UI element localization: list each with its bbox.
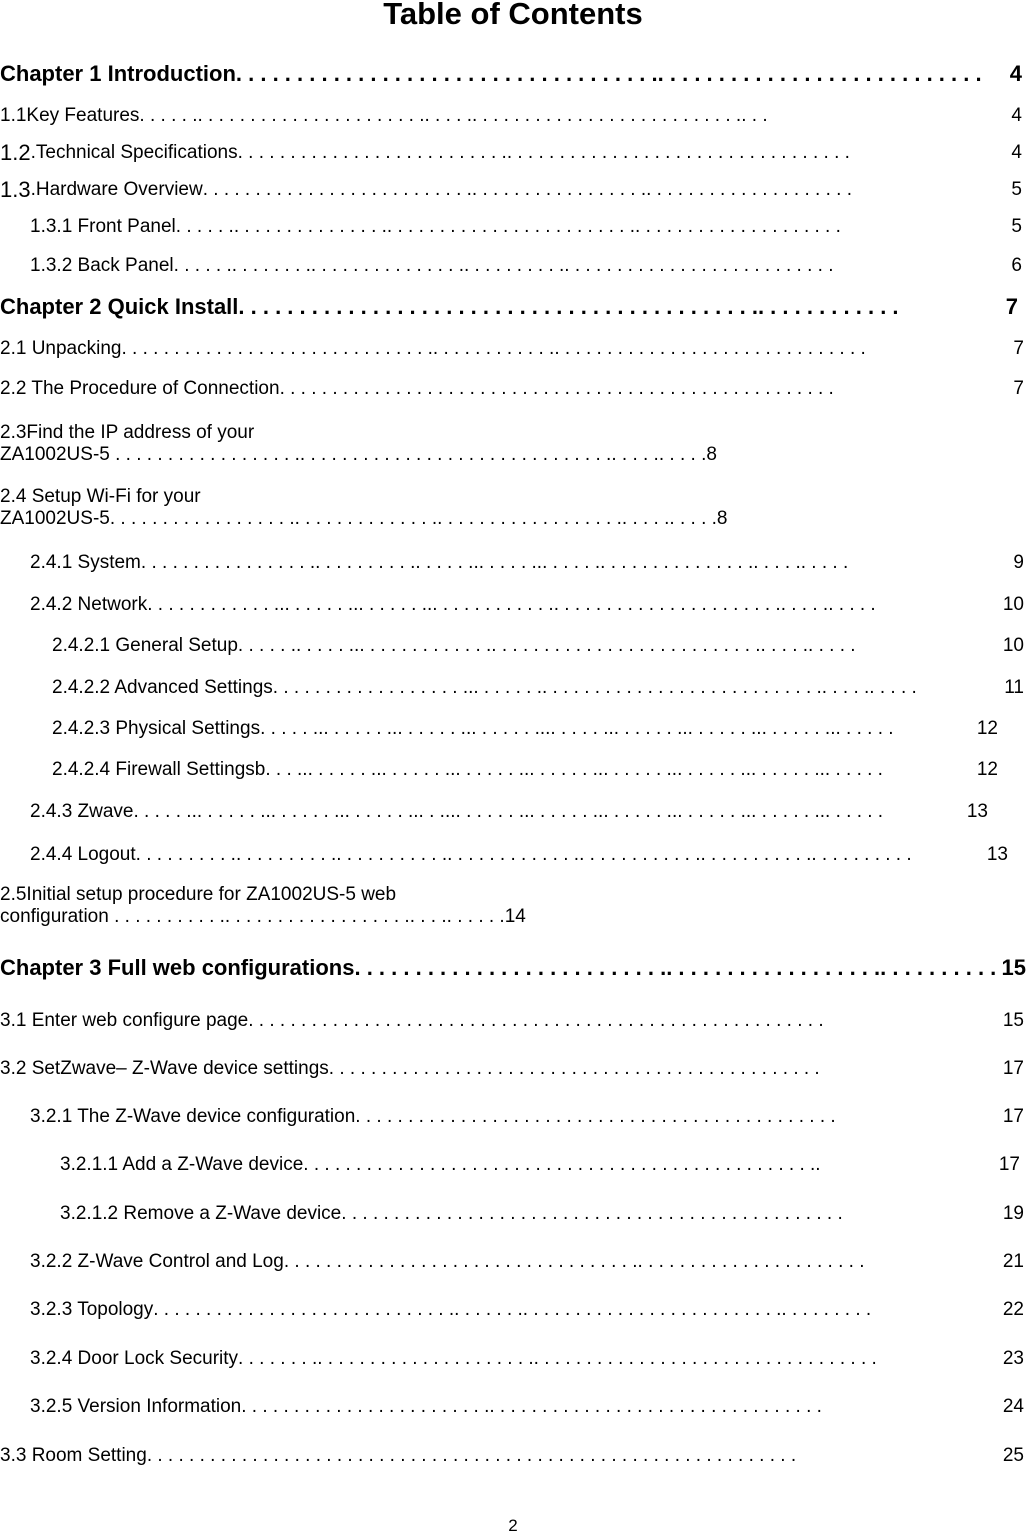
toc-entry-2-4[interactable] [0, 486, 1026, 530]
toc-entry-1-3-1[interactable] [30, 214, 1026, 240]
toc-page-number: 4 [1009, 61, 1022, 86]
toc-entry-3-3[interactable] [0, 1443, 1026, 1469]
toc-entry-label: Chapter 3 Full web configurations [0, 955, 355, 980]
toc-leader-dots: . . . . . . . . . . . . . . . . . . . . . . . . . . . . . .. . . . . . . . . . . .. . . . . . . . . . . . . . . . . . . . . . . . . . . . . . [121, 338, 866, 359]
toc-page-number: 7 [1012, 376, 1024, 402]
toc-leader-dots: . . . . . . . . . . . . . . . . . . . . . . . . . . . . . . . . . . . . . . . . . . . . . . . . . . . . . . . [248, 1010, 824, 1031]
toc-entry-label: Chapter 2 Quick Install [0, 294, 239, 319]
toc-entry-3-2-2[interactable] [30, 1249, 1026, 1275]
toc-entry-2-4-4[interactable] [30, 842, 1026, 868]
toc-entry-2-4-2-1[interactable] [52, 633, 1026, 659]
toc-entry-label: Chapter 1 Introduction [0, 61, 236, 86]
toc-entry-2-1[interactable] [0, 336, 1026, 362]
toc-chapter-3[interactable] [0, 955, 1026, 981]
toc-entry-2-4-3[interactable] [30, 799, 1026, 825]
toc-entry-label: .Technical Specifications [30, 142, 238, 163]
toc-entry-2-4-2-2[interactable] [52, 675, 1026, 701]
toc-entry-label: 3.3 Room Setting [0, 1445, 147, 1466]
page-number-footer: 2 [508, 1516, 518, 1535]
toc-page-number: 10 [1002, 633, 1024, 659]
toc-entry-label: 2.4.3 Zwave [30, 801, 134, 822]
toc-entry-2-4-2-3[interactable] [52, 716, 1026, 742]
toc-entry-1-3[interactable] [0, 177, 1026, 203]
toc-leader-dots: . . . . . . . . . . . . . . . . . . . . . . . . . . . . . . . . . . . . . . . . . . . . . . . [328, 1058, 820, 1079]
toc-entry-label: 2.4.2.3 Physical Settings [52, 718, 261, 739]
toc-entry-2-4-2[interactable] [30, 592, 1026, 618]
toc-entry-label: 2.4.1 System [30, 552, 141, 573]
toc-entry-label: 3.2.5 Version Information [30, 1396, 242, 1417]
toc-leader-dots: . . . . . . . . . . . . . . . . . . . . . . . . . .. . . . . . . . . . . . . . . . .. . . . . . . . . . . . . . . . . . . . [202, 179, 852, 200]
toc-entry-3-2-4[interactable] [30, 1346, 1026, 1372]
toc-entry-label: 2.4 Setup Wi-Fi for your [0, 486, 201, 507]
toc-leader-dots: . . . . . . . . . . . . . . . . . . . . . . . . . . . . .. . . . . . .. . . . . . . . . . . . . . . . . . . . . . . . .. . . . . . . . . [153, 1299, 872, 1320]
toc-entry-label: 3.2.2 Z-Wave Control and Log [30, 1251, 284, 1272]
toc-page-number: 8 [706, 444, 717, 465]
toc-leader-dots: . . . . . . . . . . . . ... . . . . . ... . . . . . ... . . . . . . . . . . .. . . . . . . . . . . . . . . . . . . . . .. . . . .. . . . . [147, 594, 876, 615]
toc-page-number: 11 [1003, 675, 1024, 701]
toc-page-number: 8 [716, 508, 728, 529]
toc-page-number: 15 [1002, 1008, 1024, 1034]
toc-page-number: 4 [1010, 103, 1022, 129]
toc-entry-3-2-1-2[interactable] [60, 1201, 1026, 1227]
toc-page-number: 21 [1002, 1249, 1024, 1275]
toc-entry-1-3-2[interactable] [30, 253, 1026, 279]
toc-page-number: 5 [1010, 214, 1022, 240]
toc-entry-2-3[interactable] [0, 422, 1026, 466]
toc-page-number: 14 [504, 906, 526, 927]
toc-entry-label: 2.5Initial setup procedure for ZA1002US-5 web [0, 884, 397, 905]
toc-entry-label: 3.2.3 Topology [30, 1299, 154, 1320]
toc-entry-1-2[interactable] [0, 140, 1026, 166]
toc-leader-dots: . . . . . . . . . . .. . . . . . . . . . . . . . . . . .. . . .. . . . . . [108, 906, 505, 927]
toc-leader-dots: . . . . . . . . . . . . . . . . . . . . . . . . . . . . . . . . . . . . . . . . . . . . . . [355, 1106, 836, 1127]
toc-page-number: 24 [1002, 1394, 1024, 1420]
toc-leader-dots: . . . . . . . . . . . . . . . . . . . . . . . . . .. . . . . . . . . . . . . . . . . . . . . . . . . . . . . . . . . [237, 142, 850, 163]
toc-entry-label: 2.1 Unpacking [0, 338, 122, 359]
toc-entry-3-2-1[interactable] [30, 1104, 1026, 1130]
toc-entry-label: 1.3.2 Back Panel [30, 255, 174, 276]
toc-leader-dots: . . . . . . . . . . . . . . . . . .. . . . . . . . . . . . . .. . . . . . . . . . . . . . . . . .. . . . .. . . . . [109, 508, 717, 529]
toc-page-number: 9 [1012, 550, 1024, 576]
toc-page-number: 4 [1010, 140, 1022, 166]
toc-page-number: 5 [1010, 177, 1022, 203]
toc-entry-2-4-2-4[interactable] [52, 757, 1026, 783]
toc-entry-2-5[interactable] [0, 884, 1026, 928]
toc-entry-label: 1.1Key Features [0, 105, 140, 126]
toc-leader-dots: . . . . . . . . . . . . . . . . . . . . . . . . . . . . . . . . . . . . . . . . . . . . . . . . [341, 1203, 843, 1224]
toc-leader-dots: . . . . . .. . . . . . . . . . . . . . . . . . . . . .. . . . .. . . . . . . . . . . . . . . . . . . . . . . . . .. . . [139, 105, 768, 126]
toc-leader-dots: . . . . . . . . . . . . . . . . . . . . . . . . . . . . . . . . . . .. . . . . . . . . . . . . . . . . . . . . . . . . . . [235, 61, 982, 86]
toc-entry-label: 2.4.2.4 Firewall Settingsb [52, 759, 266, 780]
toc-entry-3-2-5[interactable] [30, 1394, 1026, 1420]
toc-page-number: 17 [1002, 1104, 1024, 1130]
toc-entry-label: 3.2.1.1 Add a Z-Wave device [60, 1154, 304, 1175]
toc-leader-dots: . . . . . . . . . . . . . . . . . . . . . . . .. . . . . . . . . . . . . . . . . . . . . . . . . . . . . . . . [241, 1396, 822, 1417]
toc-page-number: 13 [966, 799, 988, 825]
toc-leader-dots: . . . . . .. . . . . ... . . . . . . . . . . . .. . . . . . . . . . . . . . . . . . . . . . . . . .. . . . .. . . . . [237, 635, 856, 656]
toc-page-number: 15 [1001, 955, 1026, 980]
toc-page-number: 17 [998, 1152, 1020, 1178]
toc-entry-label: 3.2 SetZwave– Z-Wave device settings [0, 1058, 329, 1079]
toc-leader-dots: . . . . . . . . . .. . . . . . . . . .. . . . . . . . . . .. . . . . . . . . . . . .. . . . . . . . . . . .. . . . . . . . . . .. . . . . . . . . . [135, 844, 912, 865]
toc-entry-label: 2.4.2.1 General Setup [52, 635, 238, 656]
toc-entry-3-2[interactable] [0, 1056, 1026, 1082]
toc-page-number: 25 [1002, 1443, 1024, 1469]
toc-entry-label: 3.2.4 Door Lock Security [30, 1348, 239, 1369]
toc-page-number: 7 [1005, 294, 1018, 319]
toc-entry-3-1[interactable] [0, 1008, 1026, 1034]
toc-leader-dots: . . . . . . . . . . . . . . . . . . ... . . . . . .. . . . . . . . . . . . . . . . . . . . . . . . . . .. . . . .. . . . . [272, 677, 917, 698]
toc-leader-dots: . . . . . .. . . . . . . .. . . . . . . . . . . . . . .. . . . . . . . . .. . . . . . . . . . . . . . . . . . . . . . . . . . [173, 255, 834, 276]
toc-entry-2-2[interactable] [0, 376, 1026, 402]
toc-leader-dots: . . . . . . . . . . . . . . . . . . . . . . . . . . . . . . . . . . . . . . . . . . .. . . . . . . . . . . . [238, 294, 899, 319]
toc-chapter-2[interactable] [0, 294, 1026, 320]
toc-leader-dots: . . . . . . . . . . . . . . . . .. . . . . . . . . .. . . . . ... . . . . ... . . . . .. . . . . . . . . . . . . . .. . . . .. . . . . [140, 552, 849, 573]
toc-entry-label-cont: ZA1002US-5 [0, 444, 110, 465]
toc-entry-label: 1.3.1 Front Panel [30, 216, 176, 237]
toc-page-number: 10 [1002, 592, 1024, 618]
toc-leader-dots: . . . . . ... . . . . . ... . . . . . ... . . . . . .... . . . . ... . . . . . ... . . . . . ... . . . . . ... . . . . . [260, 718, 894, 739]
toc-page-number: 17 [1002, 1056, 1024, 1082]
toc-chapter-1[interactable] [0, 61, 1026, 87]
toc-entry-label: 2.3Find the IP address of your [0, 422, 255, 443]
toc-page-number: 19 [1002, 1201, 1024, 1227]
toc-entry-label: 2.4.2.2 Advanced Settings [52, 677, 273, 698]
page-title: Table of Contents [383, 0, 643, 31]
toc-entry-3-2-1-1[interactable] [60, 1152, 1026, 1178]
toc-page-number: 6 [1010, 253, 1022, 279]
toc-page-number: 22 [1002, 1297, 1024, 1323]
toc-page-number: 12 [976, 757, 998, 783]
toc-page-number: 13 [986, 842, 1008, 868]
toc-leader-dots: . . . . . ... . . . . . ... . . . . . ... . . . . . ... . .... . . . . . ... . . . . . ... . . . . . ... . . . . . ... . . . . . ... . . . . . [133, 801, 884, 822]
toc-entry-label: 2.4.4 Logout [30, 844, 136, 865]
toc-entry-2-4-1[interactable] [30, 550, 1026, 576]
toc-entry-1-1[interactable] [0, 103, 1026, 129]
toc-entry-label: 2.4.2 Network [30, 594, 148, 615]
toc-leader-dots: . . . . . . . . . . . . . . . . . . . . . . . . . . . . . . . . . . . . . . . . . . . . . . . . . . . . . . . . . . . . . . [146, 1445, 797, 1466]
toc-leader-dots: . . . . . . . . . . . . . . . . . . . . . . . . . . . . . . . . . . . . . . . . . . . . . . . . . . . . . [279, 378, 834, 399]
toc-leader-dots: . . . . . .. . . . . . . . . . . . . . .. . . . . . . . . . . . . . . . . . . . . . . .. . . . . . . . . . . . . . . . . . . . [175, 216, 841, 237]
toc-leader-dots: . . . . . . . . . . . . . . . . . . . . . . . . . . . . . . . . . . . . . . . . . . . . . . . . .. [303, 1154, 821, 1175]
toc-entry-label: 2.2 The Procedure of Connection [0, 378, 280, 399]
toc-leader-dots: . . . . . . . . . . . . . . . . . . . . . . . . . . . . . . . . . .. . . . . . . . . . . . . . . . . . . . . . [283, 1251, 865, 1272]
toc-entry-label-cont: configuration [0, 906, 109, 927]
toc-leader-dots: . . . . . . . .. . . . . . . . . . . . . . . . . . . . .. . . . . . . . . . . . . . . . . . . . . . . . . . . . . . . . . [238, 1348, 877, 1369]
toc-page-number: 7 [1012, 336, 1024, 362]
toc-entry-number: 1.2 [0, 140, 31, 165]
toc-leader-dots: . . . . . . . . . . . . . . . . . .. . . . . . . . . . . . . . . . . . . . . . . . . . . . . .. . . . .. . . . . [109, 444, 707, 465]
toc-entry-label: 3.2.1.2 Remove a Z-Wave device [60, 1203, 342, 1224]
toc-entry-label: 3.2.1 The Z-Wave device configuration [30, 1106, 356, 1127]
toc-entry-label: .Hardware Overview [30, 179, 203, 200]
toc-page-number: 23 [1002, 1346, 1024, 1372]
toc-entry-label-cont: ZA1002US-5 [0, 508, 110, 529]
toc-page-number: 12 [976, 716, 998, 742]
toc-entry-3-2-3[interactable] [30, 1297, 1026, 1323]
toc-entry-number: 1.3 [0, 177, 31, 202]
toc-leader-dots: . . . ... . . . . . ... . . . . . ... . . . . . ... . . . . . ... . . . . . ... . . . . . ... . . . . . ... . . . . . [265, 759, 883, 780]
toc-entry-label: 3.1 Enter web configure page [0, 1010, 249, 1031]
toc-leader-dots: . . . . . . . . . . . . . . . . . . . . . . . . . .. . . . . . . . . . . . . . . . . .. . . . . . . . . . [354, 955, 997, 980]
